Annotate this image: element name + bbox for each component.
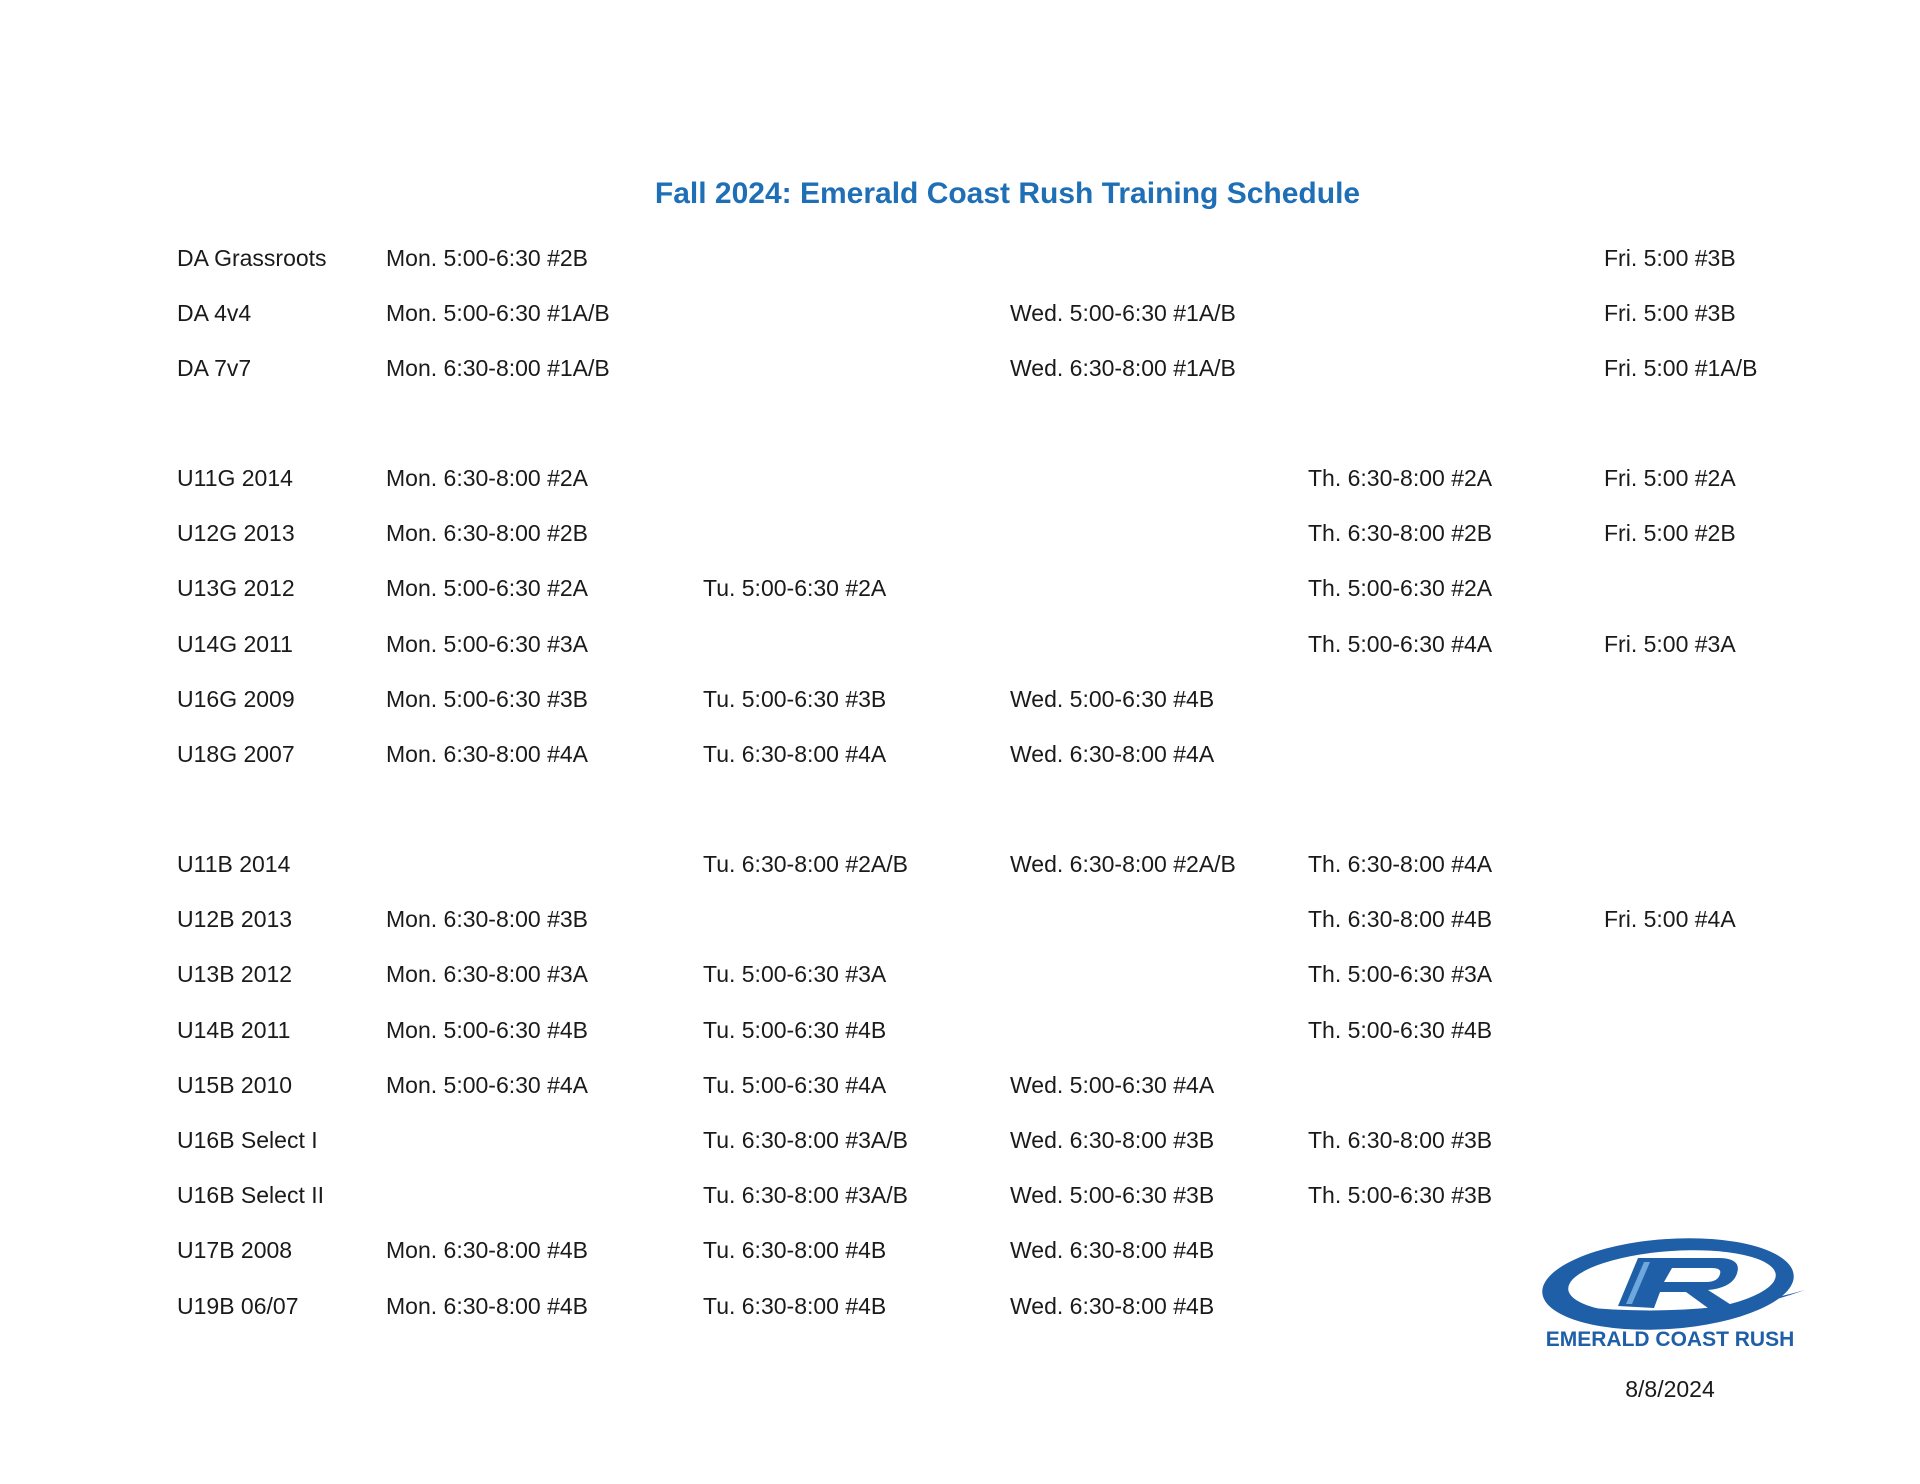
team-name: U17B 2008 [177,1237,293,1264]
session-thu: Th. 5:00-6:30 #4B [1308,1016,1493,1043]
schedule-row [0,458,1920,498]
session-mon: Mon. 6:30-8:00 #4A [386,741,589,767]
team-name: U14G 2011 [177,630,293,657]
session-wed: Wed. 6:30-8:00 #1A/B [1010,355,1236,382]
session-mon: Mon. 6:30-8:00 #4B [386,1292,589,1319]
session-tue: Tu. 6:30-8:00 #3A/B [703,1127,909,1153]
session-fri: Fri. 5:00 #3B [1604,300,1736,327]
session-thu: Th. 5:00-6:30 #3B [1308,1182,1493,1209]
session-wed: Wed. 6:30-8:00 #3B [1010,1127,1215,1153]
team-name: U12G 2013 [177,520,295,547]
session-mon: Mon. 6:30-8:00 #2A [386,465,589,491]
session-thu: Th. 6:30-8:00 #4B [1308,906,1493,933]
team-name: DA 4v4 [177,300,252,327]
session-wed: Wed. 5:00-6:30 #1A/B [1010,300,1236,327]
team-name: U15B 2010 [177,1071,293,1098]
team-name: U18G 2007 [177,741,295,767]
team-name: U16G 2009 [177,685,295,712]
schedule-row [0,238,1920,278]
session-fri: Fri. 5:00 #4A [1604,906,1736,933]
session-thu: Th. 6:30-8:00 #3B [1308,1127,1493,1153]
team-name: DA 7v7 [177,355,252,382]
session-mon: Mon. 5:00-6:30 #2A [386,575,589,602]
session-tue: Tu. 5:00-6:30 #4A [703,1071,887,1098]
session-fri: Fri. 5:00 #1A/B [1604,355,1758,382]
schedule-row [0,513,1920,553]
session-mon: Mon. 5:00-6:30 #3A [386,630,589,657]
session-fri: Fri. 5:00 #3A [1604,630,1736,657]
schedule-row [0,568,1920,608]
page-title: Fall 2024: Emerald Coast Rush Training Schedule [654,177,1361,210]
schedule-row [0,844,1920,884]
session-wed: Wed. 6:30-8:00 #4B [1010,1237,1215,1264]
team-name: U13G 2012 [177,575,295,602]
team-name: U11B 2014 [177,851,291,877]
schedule-row [0,348,1920,388]
session-tue: Tu. 5:00-6:30 #2A [703,575,887,602]
session-thu: Th. 6:30-8:00 #2B [1308,520,1493,547]
session-tue: Tu. 6:30-8:00 #4B [703,1237,887,1264]
session-fri: Fri. 5:00 #3B [1604,245,1736,271]
session-tue: Tu. 6:30-8:00 #2A/B [703,851,909,877]
session-tue: Tu. 5:00-6:30 #4B [703,1016,887,1043]
team-name: U19B 06/07 [177,1292,299,1319]
session-mon: Mon. 5:00-6:30 #1A/B [386,300,610,327]
session-thu: Th. 5:00-6:30 #3A [1308,961,1493,988]
team-name: U14B 2011 [177,1016,291,1043]
schedule-row [0,1065,1920,1105]
session-mon: Mon. 6:30-8:00 #3A [386,961,589,988]
session-wed: Wed. 6:30-8:00 #2A/B [1010,851,1236,877]
session-mon: Mon. 5:00-6:30 #2B [386,245,589,271]
session-wed: Wed. 5:00-6:30 #3B [1010,1182,1215,1209]
document-date: 8/8/2024 [1625,1376,1715,1402]
session-tue: Tu. 6:30-8:00 #3A/B [703,1182,909,1209]
team-name: U12B 2013 [177,906,293,933]
schedule-row [0,734,1920,774]
session-mon: Mon. 6:30-8:00 #4B [386,1237,589,1264]
session-mon: Mon. 5:00-6:30 #4A [386,1071,589,1098]
team-name: U13B 2012 [177,961,293,988]
team-name: U16B Select I [177,1127,318,1153]
session-mon: Mon. 5:00-6:30 #3B [386,685,589,712]
schedule-row [0,1010,1920,1050]
session-thu: Th. 5:00-6:30 #4A [1308,630,1493,657]
schedule-row [0,679,1920,719]
schedule-row [0,624,1920,664]
team-name: DA Grassroots [177,245,327,271]
session-tue: Tu. 6:30-8:00 #4B [703,1292,887,1319]
session-wed: Wed. 5:00-6:30 #4B [1010,685,1215,712]
session-thu: Th. 5:00-6:30 #2A [1308,575,1493,602]
session-mon: Mon. 6:30-8:00 #1A/B [386,355,610,382]
team-name: U11G 2014 [177,465,293,491]
session-mon: Mon. 6:30-8:00 #3B [386,906,589,933]
session-wed: Wed. 6:30-8:00 #4B [1010,1292,1215,1319]
schedule-row [0,899,1920,939]
session-mon: Mon. 5:00-6:30 #4B [386,1016,589,1043]
session-thu: Th. 6:30-8:00 #4A [1308,851,1493,877]
session-fri: Fri. 5:00 #2B [1604,520,1736,547]
schedule-row [0,293,1920,333]
schedule-row [0,1175,1920,1215]
team-name: U16B Select II [177,1182,325,1209]
session-wed: Wed. 6:30-8:00 #4A [1010,741,1215,767]
session-thu: Th. 6:30-8:00 #2A [1308,465,1493,491]
schedule-row [0,954,1920,994]
session-wed: Wed. 5:00-6:30 #4A [1010,1071,1215,1098]
logo-wordmark: EMERALD COAST RUSH [1545,1328,1795,1351]
session-tue: Tu. 5:00-6:30 #3B [703,685,887,712]
schedule-row [0,1120,1920,1160]
session-tue: Tu. 5:00-6:30 #3A [703,961,887,988]
session-tue: Tu. 6:30-8:00 #4A [703,741,887,767]
session-fri: Fri. 5:00 #2A [1604,465,1736,491]
session-mon: Mon. 6:30-8:00 #2B [386,520,589,547]
